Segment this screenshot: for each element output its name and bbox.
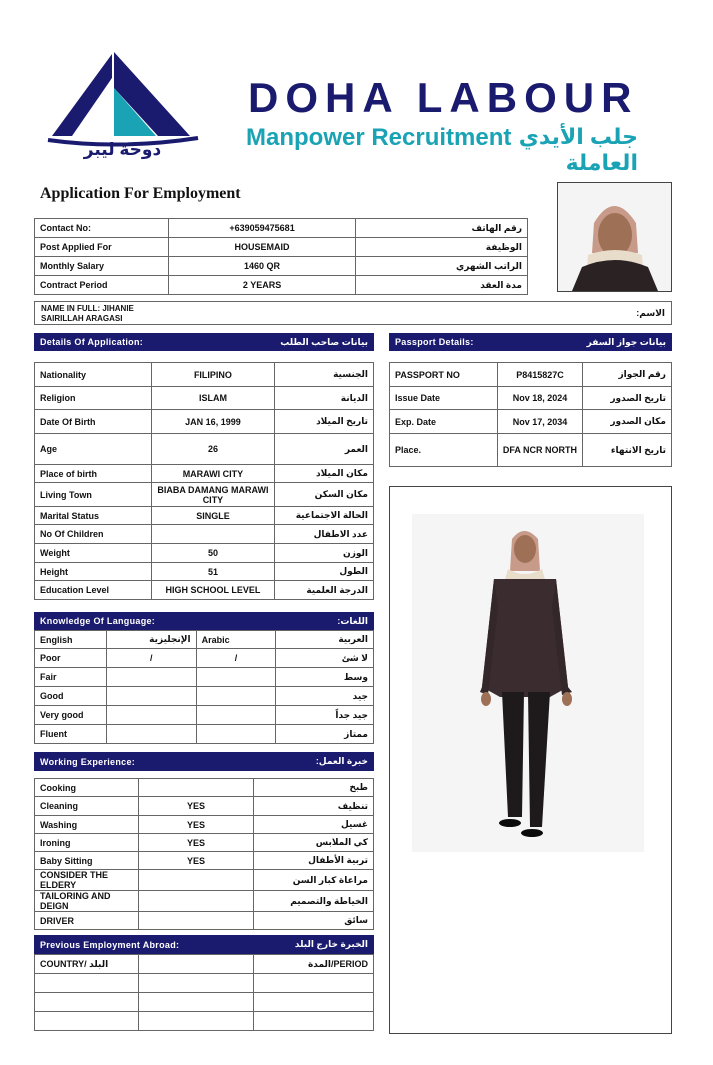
passport-header: Passport Details: بيانات جواز السفر xyxy=(389,333,672,351)
exp-row xyxy=(35,852,374,870)
language-table xyxy=(34,630,374,744)
lang-english: / xyxy=(106,649,196,668)
lang-en: Fluent xyxy=(35,725,107,744)
lang-en: Very good xyxy=(35,706,107,725)
exp-val: YES xyxy=(138,816,254,834)
exp-row xyxy=(35,891,374,912)
top-ar: رقم الهاتف xyxy=(356,219,528,238)
company-logo xyxy=(40,48,205,166)
detail-en: Age xyxy=(35,434,152,465)
detail-ar: الحالة الاجتماعية xyxy=(275,507,374,525)
detail-ar: مكان السكن xyxy=(275,483,374,507)
details-table xyxy=(34,362,374,600)
top-row xyxy=(35,276,528,295)
lang-ar: لا شئ xyxy=(276,649,374,668)
detail-en: Place of birth xyxy=(35,465,152,483)
lang-arabic-ar: العربية xyxy=(276,631,374,649)
detail-val: 50 xyxy=(151,544,275,563)
exp-ar: مراعاة كبار السن xyxy=(254,870,374,891)
exp-val: YES xyxy=(138,834,254,852)
passport-val: Nov 18, 2024 xyxy=(497,387,583,410)
exp-en: Cleaning xyxy=(35,797,139,816)
detail-val: ISLAM xyxy=(151,387,275,410)
exp-ar: سائق xyxy=(254,912,374,930)
detail-row xyxy=(35,507,374,525)
lang-row xyxy=(35,668,374,687)
logo-arabic-text: دوحة ليبر xyxy=(83,140,162,159)
exp-en: Ironing xyxy=(35,834,139,852)
exp-en: TAILORING AND DEIGN xyxy=(35,891,139,912)
lang-arabic xyxy=(196,668,276,687)
lang-en: Fair xyxy=(35,668,107,687)
top-val: 2 YEARS xyxy=(168,276,356,295)
exp-row xyxy=(35,816,374,834)
passport-row xyxy=(390,387,672,410)
detail-en: Religion xyxy=(35,387,152,410)
exp-row xyxy=(35,834,374,852)
passport-ar: مكان الصدور xyxy=(583,410,672,434)
detail-en: No Of Children xyxy=(35,525,152,544)
exp-ar: الخياطة والتصميم xyxy=(254,891,374,912)
detail-val: 26 xyxy=(151,434,275,465)
top-row xyxy=(35,219,528,238)
detail-en: Nationality xyxy=(35,363,152,387)
detail-row xyxy=(35,465,374,483)
detail-val: BIABA DAMANG MARAWI CITY xyxy=(151,483,275,507)
detail-ar: العمر xyxy=(275,434,374,465)
page-title: Application For Employment xyxy=(40,185,241,202)
name-box xyxy=(34,301,672,325)
brand-name: DOHA LABOUR xyxy=(248,74,639,121)
passport-ar: تاريخ الصدور xyxy=(583,387,672,410)
exp-ar: تربية الأطفال xyxy=(254,852,374,870)
lang-en: Poor xyxy=(35,649,107,668)
exp-ar: غسيل xyxy=(254,816,374,834)
top-val: HOUSEMAID xyxy=(168,238,356,257)
lang-arabic xyxy=(196,725,276,744)
language-header: Knowledge Of Language: اللغات: xyxy=(34,612,374,630)
person-portrait-icon xyxy=(558,183,671,291)
detail-val: FILIPINO xyxy=(151,363,275,387)
exp-val xyxy=(138,779,254,797)
lang-english xyxy=(106,687,196,706)
detail-row xyxy=(35,581,374,600)
exp-row xyxy=(35,779,374,797)
passport-val: DFA NCR NORTH xyxy=(497,434,583,467)
contact-table xyxy=(34,218,528,295)
lang-ar: جيد xyxy=(276,687,374,706)
passport-val: Nov 17, 2034 xyxy=(497,410,583,434)
passport-ar: رقم الجواز xyxy=(583,363,672,387)
lang-row xyxy=(35,687,374,706)
lang-english-label: English xyxy=(35,631,107,649)
brand-subtitle-en: Manpower Recruitment xyxy=(246,124,512,151)
brand-subtitle-ar: جلب الأيدي العاملة xyxy=(518,124,638,175)
detail-val: 51 xyxy=(151,563,275,581)
passport-en: Place. xyxy=(390,434,498,467)
lang-arabic xyxy=(196,687,276,706)
abroad-period-label: PERIOD/المدة xyxy=(254,955,374,974)
abroad-header: Previous Employment Abroad: الخبرة خارج البلد xyxy=(34,935,374,954)
lang-ar: جيد جداً xyxy=(276,706,374,725)
exp-en: CONSIDER THE ELDERY xyxy=(35,870,139,891)
passport-en: Issue Date xyxy=(390,387,498,410)
name-label: NAME IN FULL: JIHANIE xyxy=(41,304,134,313)
top-row xyxy=(35,238,528,257)
abroad-country-label: COUNTRY/ البلد xyxy=(35,955,139,974)
name-line2: SAIRILLAH ARAGASI xyxy=(41,314,123,323)
detail-ar: مكان الميلاد xyxy=(275,465,374,483)
exp-ar: كي الملابس xyxy=(254,834,374,852)
top-ar: مدة العقد xyxy=(356,276,528,295)
detail-val: JAN 16, 1999 xyxy=(151,410,275,434)
lang-row xyxy=(35,706,374,725)
detail-ar: الطول xyxy=(275,563,374,581)
name-arabic-label: الاسم: xyxy=(636,308,665,318)
top-en: Contact No: xyxy=(35,219,169,238)
passport-row xyxy=(390,434,672,467)
exp-row xyxy=(35,912,374,930)
exp-ar: تنظيف xyxy=(254,797,374,816)
top-row xyxy=(35,257,528,276)
lang-row xyxy=(35,649,374,668)
top-val: +639059475681 xyxy=(168,219,356,238)
exp-val xyxy=(138,891,254,912)
exp-val xyxy=(138,870,254,891)
exp-val xyxy=(138,912,254,930)
passport-ar: تاريخ الانتهاء xyxy=(583,434,672,467)
top-val: 1460 QR xyxy=(168,257,356,276)
detail-ar: الدرجة العلمية xyxy=(275,581,374,600)
exp-en: Washing xyxy=(35,816,139,834)
exp-row xyxy=(35,797,374,816)
detail-val xyxy=(151,525,275,544)
exp-val: YES xyxy=(138,797,254,816)
lang-arabic: / xyxy=(196,649,276,668)
detail-en: Education Level xyxy=(35,581,152,600)
passport-row xyxy=(390,363,672,387)
detail-ar: الديانة xyxy=(275,387,374,410)
top-ar: الوظيفة xyxy=(356,238,528,257)
detail-row xyxy=(35,483,374,507)
experience-header: Working Experience: خبرة العمل: xyxy=(34,752,374,771)
experience-table xyxy=(34,778,374,930)
exp-ar: طبخ xyxy=(254,779,374,797)
lang-arabic-label: Arabic xyxy=(196,631,276,649)
detail-ar: تاريخ الميلاد xyxy=(275,410,374,434)
lang-ar: وسط xyxy=(276,668,374,687)
lang-english xyxy=(106,668,196,687)
detail-en: Marital Status xyxy=(35,507,152,525)
detail-val: MARAWI CITY xyxy=(151,465,275,483)
top-ar: الراتب الشهري xyxy=(356,257,528,276)
detail-en: Height xyxy=(35,563,152,581)
lang-ar: ممتاز xyxy=(276,725,374,744)
detail-row xyxy=(35,563,374,581)
exp-row xyxy=(35,870,374,891)
details-header: Details Of Application: بيانات صاحب الطلب xyxy=(34,333,374,351)
passport-table xyxy=(389,362,672,467)
passport-en: Exp. Date xyxy=(390,410,498,434)
top-en: Contract Period xyxy=(35,276,169,295)
lang-english xyxy=(106,725,196,744)
detail-ar: الجنسية xyxy=(275,363,374,387)
detail-ar: الوزن xyxy=(275,544,374,563)
detail-en: Weight xyxy=(35,544,152,563)
detail-row xyxy=(35,525,374,544)
detail-en: Date Of Birth xyxy=(35,410,152,434)
passport-en: PASSPORT NO xyxy=(390,363,498,387)
lang-en: Good xyxy=(35,687,107,706)
detail-row xyxy=(35,544,374,563)
exp-val: YES xyxy=(138,852,254,870)
lang-english-ar: الإنجليزية xyxy=(106,631,196,649)
detail-row xyxy=(35,410,374,434)
exp-en: Cooking xyxy=(35,779,139,797)
exp-en: Baby Sitting xyxy=(35,852,139,870)
abroad-table xyxy=(34,954,374,1031)
passport-val: P8415827C xyxy=(497,363,583,387)
top-en: Monthly Salary xyxy=(35,257,169,276)
detail-row xyxy=(35,363,374,387)
detail-row xyxy=(35,434,374,465)
lang-arabic xyxy=(196,706,276,725)
detail-ar: عدد الاطفال xyxy=(275,525,374,544)
detail-val: SINGLE xyxy=(151,507,275,525)
detail-val: HIGH SCHOOL LEVEL xyxy=(151,581,275,600)
passport-row xyxy=(390,410,672,434)
person-full-body-icon xyxy=(390,487,671,1033)
top-en: Post Applied For xyxy=(35,238,169,257)
full-body-photo xyxy=(389,486,672,1034)
lang-row xyxy=(35,725,374,744)
detail-en: Living Town xyxy=(35,483,152,507)
exp-en: DRIVER xyxy=(35,912,139,930)
detail-row xyxy=(35,387,374,410)
lang-english xyxy=(106,706,196,725)
portrait-photo xyxy=(557,182,672,292)
